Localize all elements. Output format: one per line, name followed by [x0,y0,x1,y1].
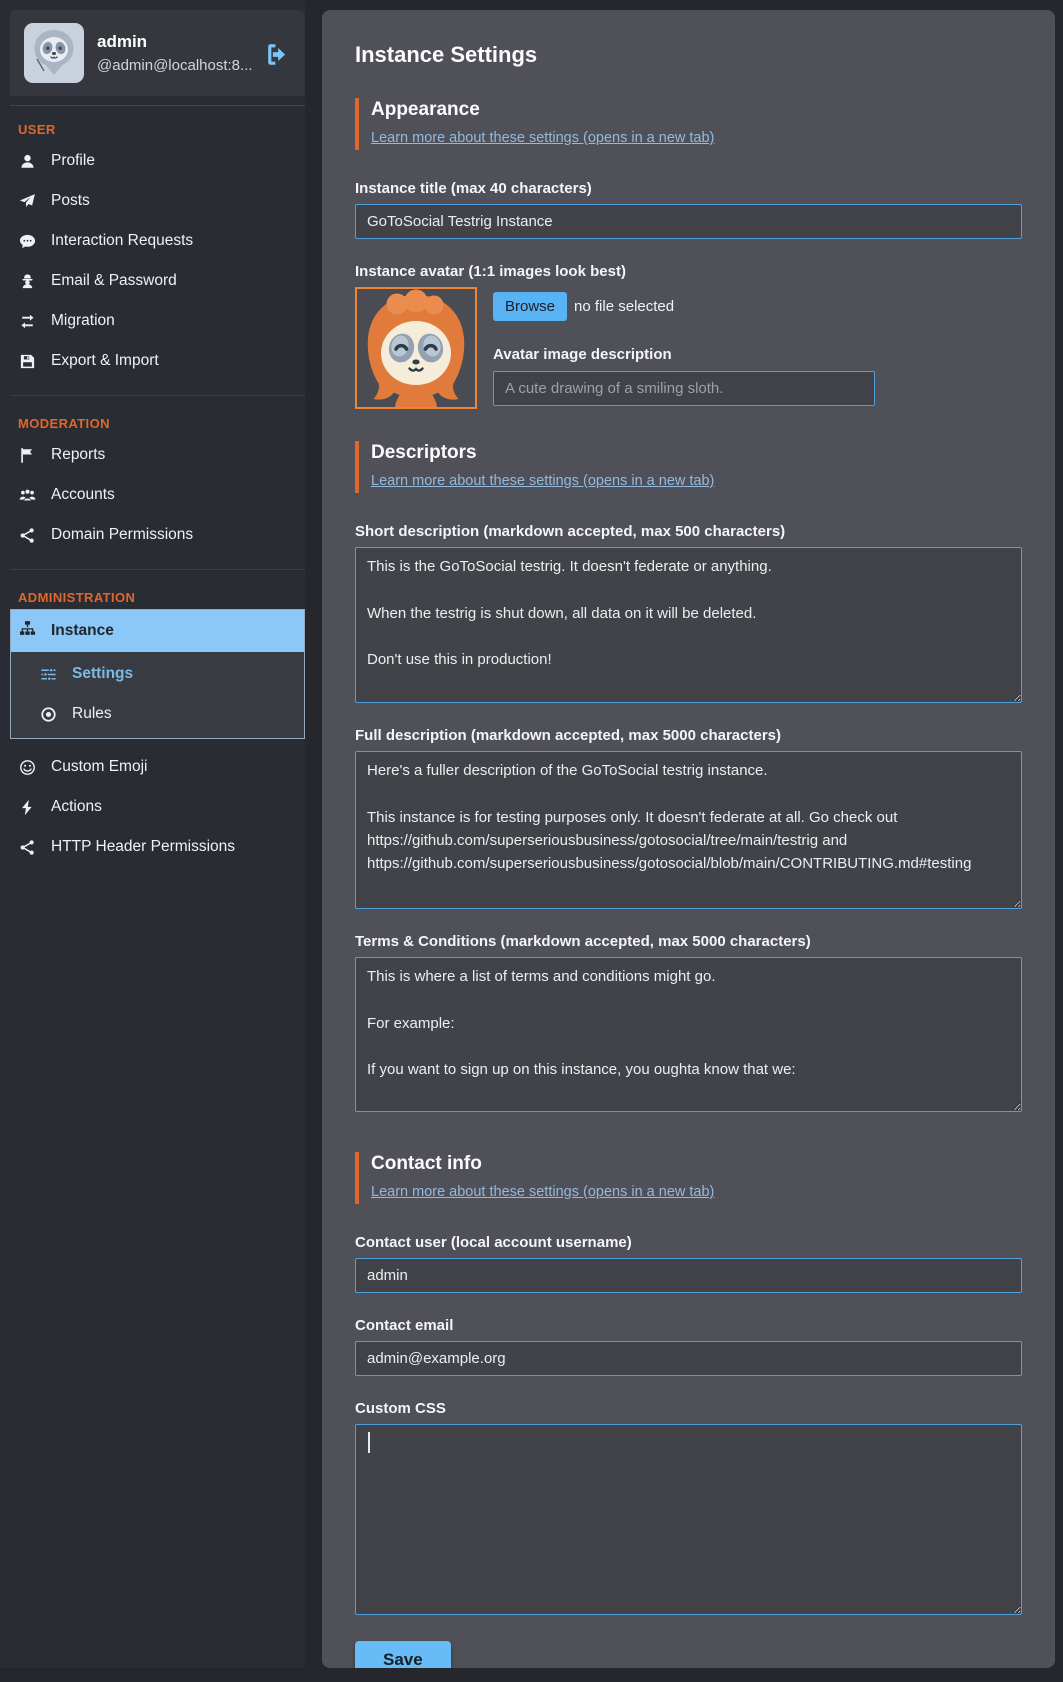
sidebar-item-interaction-requests[interactable] [10,221,305,261]
contact-email-input[interactable] [355,1341,1022,1376]
sidebar-item-http-header-permissions[interactable] [10,827,305,867]
sidebar-section-title-administration: ADMINISTRATION [18,590,136,605]
sidebar-item-instance[interactable] [11,610,304,652]
floppy-disk-icon [18,352,36,370]
instance-title-field [355,180,1022,239]
user-card[interactable] [10,10,305,96]
sidebar-section-user [10,106,305,381]
sidebar-item-label: Custom Emoji [51,758,148,775]
contact-email-field [355,1317,1022,1376]
appearance-heading: Appearance [371,99,480,120]
sloth-avatar-image [24,23,84,83]
instance-title-label: Instance title (max 40 characters) [355,180,592,197]
sloth-instance-avatar-image [357,289,475,407]
sidebar-item-email-password[interactable] [10,261,305,301]
sidebar-item-label: Settings [72,665,134,682]
custom-css-textarea[interactable] [355,1424,1022,1615]
contact-learn-more-link[interactable]: Learn more about these settings (opens in a new tab) [371,1184,715,1200]
save-button[interactable]: Save [355,1641,451,1668]
sidebar-item-label: Domain Permissions [51,526,194,543]
full-description-label: Full description (markdown accepted, max 5000 characters) [355,727,781,744]
sidebar-item-reports[interactable] [10,435,305,475]
short-description-label: Short description (markdown accepted, max 500 characters) [355,523,786,540]
contact-heading: Contact info [371,1153,482,1174]
user-avatar [24,23,84,83]
user-icon [18,152,36,170]
sidebar-item-label: Rules [72,705,112,722]
flag-icon [18,446,36,464]
sidebar-item-label: Migration [51,312,115,329]
bolt-icon [18,798,36,816]
sitemap-icon [19,620,36,642]
avatar-description-input[interactable] [493,371,875,406]
share-nodes-icon [18,526,36,544]
contact-user-field [355,1234,1022,1293]
sidebar-item-migration[interactable] [10,301,305,341]
avatar-upload-controls [493,287,875,409]
custom-css-label: Custom CSS [355,1400,446,1417]
sidebar-item-label: Email & Password [51,272,177,289]
instance-title-input[interactable] [355,204,1022,239]
sidebar [0,0,305,1668]
share-nodes-icon [18,838,36,856]
sidebar-item-label: Profile [51,152,95,169]
sidebar-item-label: Reports [51,446,106,463]
sidebar-section-moderation [10,395,305,555]
no-file-selected-text: no file selected [574,298,675,315]
sidebar-item-custom-emoji[interactable] [10,747,305,787]
sidebar-item-rules[interactable] [11,694,304,734]
user-secret-icon [18,272,36,290]
contact-section-header [355,1152,1022,1204]
user-name: admin [97,32,148,51]
sidebar-item-settings[interactable] [11,654,304,694]
sliders-icon [39,665,57,683]
sidebar-item-label: Posts [51,192,90,209]
sidebar-section-administration [10,569,305,867]
descriptors-learn-more-link[interactable]: Learn more about these settings (opens in a new tab) [371,473,715,489]
sidebar-item-label: Accounts [51,486,115,503]
browse-button[interactable]: Browse [493,292,567,321]
instance-settings-panel [322,10,1055,1668]
terms-conditions-label: Terms & Conditions (markdown accepted, max 5000 characters) [355,933,811,950]
users-icon [18,486,36,504]
sidebar-item-accounts[interactable] [10,475,305,515]
descriptors-heading: Descriptors [371,442,477,463]
short-description-textarea[interactable] [355,547,1022,703]
user-handle: @admin@localhost:8... [97,56,253,74]
circle-dot-icon [39,705,57,723]
smiley-icon [18,758,36,776]
sidebar-item-label: Export & Import [51,352,159,369]
instance-nav-group [10,609,305,739]
appearance-learn-more-link[interactable]: Learn more about these settings (opens in a new tab) [371,130,715,146]
full-description-textarea[interactable] [355,751,1022,909]
sidebar-item-actions[interactable] [10,787,305,827]
sidebar-item-profile[interactable] [10,141,305,181]
instance-avatar-preview [355,287,477,409]
contact-user-input[interactable] [355,1258,1022,1293]
logout-icon[interactable] [264,42,289,72]
page-title: Instance Settings [355,42,538,67]
sidebar-item-label: Actions [51,798,102,815]
paper-plane-icon [18,192,36,210]
terms-conditions-field [355,933,1022,1112]
comment-dots-icon [18,232,36,250]
sidebar-item-label: Instance [51,622,114,639]
instance-avatar-field [355,263,1022,409]
instance-avatar-label: Instance avatar (1:1 images look best) [355,263,626,280]
left-right-arrows-icon [18,312,36,330]
sidebar-item-label: HTTP Header Permissions [51,838,236,855]
sidebar-section-title-user: USER [18,122,56,137]
full-description-field [355,727,1022,909]
text-caret [368,1432,370,1453]
sidebar-item-posts[interactable] [10,181,305,221]
contact-user-label: Contact user (local account username) [355,1234,632,1251]
sidebar-item-export-import[interactable] [10,341,305,381]
sidebar-item-label: Interaction Requests [51,232,194,249]
avatar-description-label: Avatar image description [493,346,672,363]
sidebar-section-title-moderation: MODERATION [18,416,110,431]
custom-css-field [355,1400,1022,1615]
sidebar-item-domain-permissions[interactable] [10,515,305,555]
contact-email-label: Contact email [355,1317,454,1334]
descriptors-section-header [355,441,1022,493]
appearance-section-header [355,98,1022,150]
terms-conditions-textarea[interactable] [355,957,1022,1112]
instance-submenu [11,652,304,738]
short-description-field [355,523,1022,703]
user-meta [97,29,253,77]
